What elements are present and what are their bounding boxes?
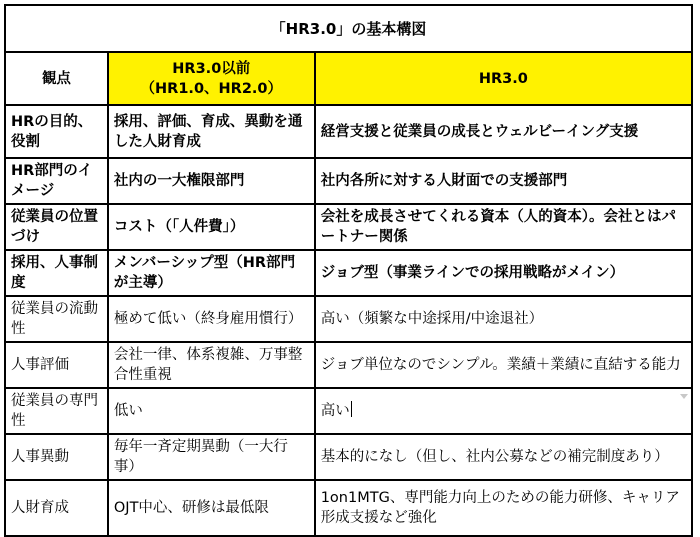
before-cell[interactable] bbox=[108, 105, 315, 158]
header-hr3[interactable]: HR3.0 bbox=[315, 52, 692, 105]
table-row bbox=[5, 434, 692, 480]
hr3-cell[interactable]: 経営支援と従業員の成長とウェルビーイング支援 bbox=[315, 105, 692, 158]
title-row bbox=[5, 5, 692, 52]
before-cell[interactable]: 会社一律、体系複雑、万事整合性重視 bbox=[108, 342, 315, 388]
hr3-cell-active[interactable] bbox=[315, 388, 692, 434]
text-cursor bbox=[351, 401, 352, 417]
dropdown-arrow-icon[interactable] bbox=[680, 394, 688, 399]
aspect-cell[interactable]: 人事評価 bbox=[5, 342, 108, 388]
aspect-cell[interactable]: 人財育成 bbox=[5, 480, 108, 536]
hr3-cell[interactable]: 高い（頻繁な中途採用/中途退社） bbox=[315, 296, 692, 342]
table-row bbox=[5, 342, 692, 388]
before-cell[interactable]: メンバーシップ型（HR部門が主導） bbox=[108, 250, 315, 296]
table-row bbox=[5, 296, 692, 342]
hr3-cell[interactable]: ジョブ単位なのでシンプル。業績＋業績に直結する能力 bbox=[315, 342, 692, 388]
hr3-cell[interactable]: ジョブ型（事業ラインでの採用戦略がメイン） bbox=[315, 250, 692, 296]
hr3-cell[interactable]: 会社を成長させてくれる資本（人的資本）。会社とはパートナー関係 bbox=[315, 204, 692, 250]
hr3-cell[interactable]: 1on1MTG、専門能力向上のための能力研修、キャリア形成支援など強化 bbox=[315, 480, 692, 536]
table-row bbox=[5, 250, 692, 296]
hr3-cell[interactable]: 社内各所に対する人財面での支援部門 bbox=[315, 158, 692, 204]
aspect-cell[interactable]: 従業員の流動性 bbox=[5, 296, 108, 342]
aspect-cell[interactable]: HR部門のイメージ bbox=[5, 158, 108, 204]
aspect-cell[interactable]: HRの目的、役割 bbox=[5, 105, 108, 158]
hr3-cell[interactable]: 基本的になし（但し、社内公募などの補完制度あり） bbox=[315, 434, 692, 480]
before-cell[interactable]: 低い bbox=[108, 388, 315, 434]
header-row bbox=[5, 52, 692, 105]
before-cell[interactable]: 社内の一大権限部門 bbox=[108, 158, 315, 204]
header-before-line1: HR3.0以前 bbox=[172, 60, 251, 77]
header-aspect[interactable]: 観点 bbox=[5, 52, 108, 105]
aspect-cell[interactable]: 採用、人事制度 bbox=[5, 250, 108, 296]
header-before-hr3[interactable] bbox=[108, 52, 315, 105]
table-row bbox=[5, 204, 692, 250]
hr-comparison-table bbox=[4, 4, 693, 537]
aspect-cell[interactable]: 人事異動 bbox=[5, 434, 108, 480]
before-cell[interactable]: 極めて低い（終身雇用慣行） bbox=[108, 296, 315, 342]
aspect-cell[interactable]: 従業員の位置づけ bbox=[5, 204, 108, 250]
table-row bbox=[5, 158, 692, 204]
table-row bbox=[5, 105, 692, 158]
table-row bbox=[5, 388, 692, 434]
header-before-line2: （HR1.0、HR2.0） bbox=[140, 80, 283, 97]
before-cell[interactable]: OJT中心、研修は最低限 bbox=[108, 480, 315, 536]
before-text: 採用、評価、育成、異動を通した人財育成 bbox=[113, 113, 303, 150]
table-row bbox=[5, 480, 692, 536]
aspect-cell[interactable]: 従業員の専門性 bbox=[5, 388, 108, 434]
before-cell[interactable]: 毎年一斉定期異動（一大行事） bbox=[108, 434, 315, 480]
spreadsheet-table-container bbox=[4, 4, 693, 537]
hr3-text: 高い bbox=[320, 403, 350, 419]
before-cell[interactable]: コスト（「人件費」） bbox=[108, 204, 315, 250]
table-title[interactable]: 「HR3.0」の基本構図 bbox=[5, 5, 692, 52]
